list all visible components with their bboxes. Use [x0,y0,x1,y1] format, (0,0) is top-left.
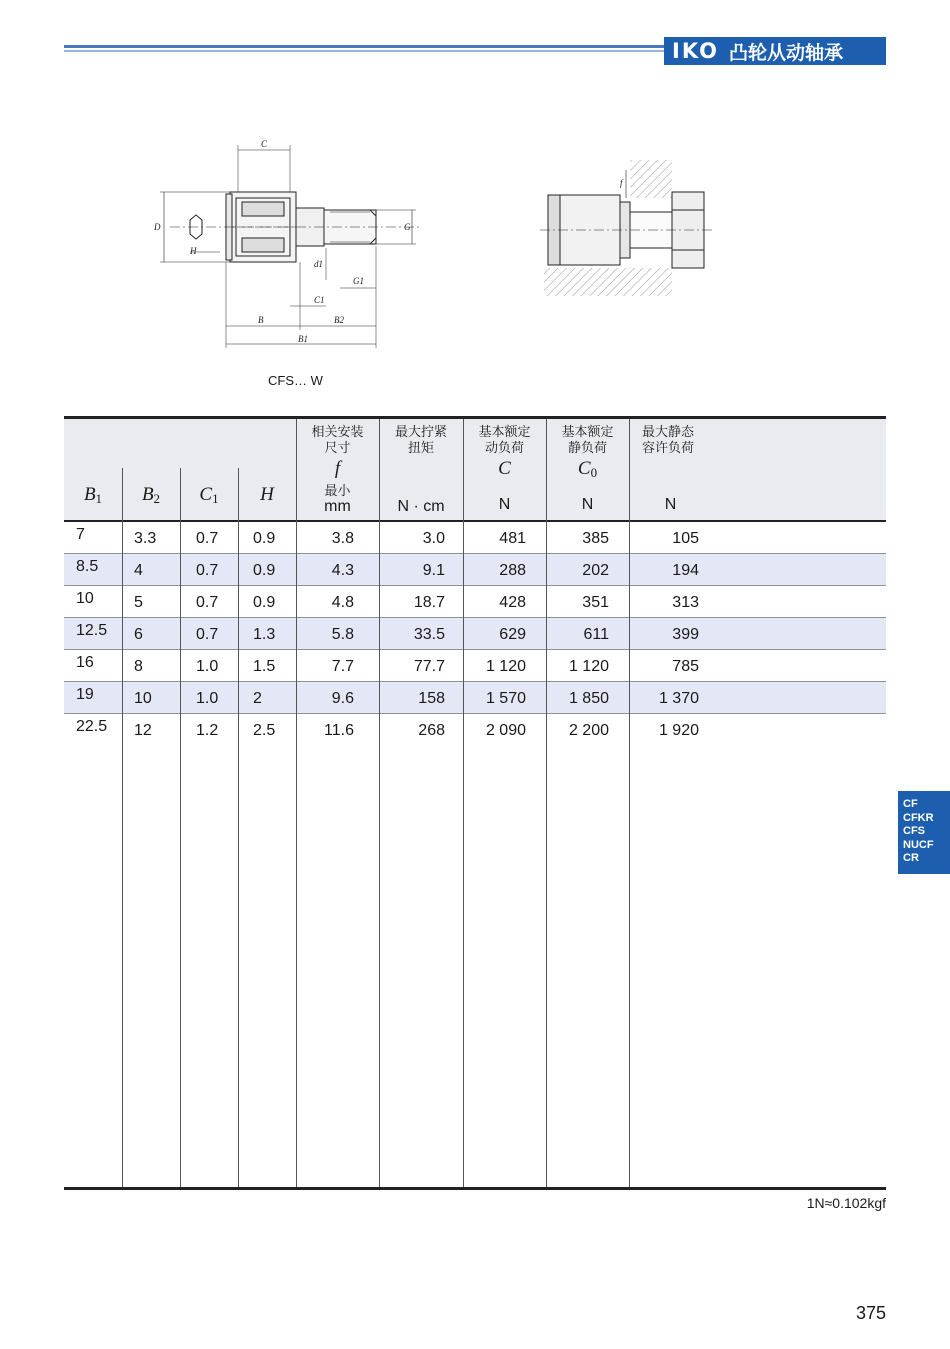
header-b1: $B_1$ [83,484,103,506]
table-cell-c1: 0.7 [196,594,219,611]
table-cell-b2: 10 [134,690,152,707]
table-cell-f: 4.3 [331,562,354,579]
side-tab-item: CR [903,852,919,864]
table-column-divider [296,419,297,1187]
header-f-note: 最小 [324,483,351,498]
header-torque-line1: 最大拧紧 [394,424,447,439]
table-cell-c1: 1.2 [196,722,219,739]
table-header-rule [64,520,886,522]
header-b2: $B_2$ [141,484,161,506]
table-cell-c0: 2 200 [568,722,609,739]
table-cell-c1: 1.0 [196,658,219,675]
figure-caption: CFS… W [268,373,323,388]
table-cell-static: 1 920 [658,722,699,739]
table-cell-torque: 158 [418,690,445,707]
table-cell-static: 399 [672,626,699,643]
header-f-symbol: f [334,458,341,479]
table-row-divider [64,649,886,650]
table-cell-c0: 385 [582,530,609,547]
page-number: 375 [855,1303,886,1323]
side-tab-item: CFS [903,825,925,837]
table-cell-c: 481 [499,530,526,547]
table-cell-static: 1 370 [658,690,699,707]
header-c-unit: N [498,496,511,513]
table-cell-c0: 351 [582,594,609,611]
table-column-divider [122,468,123,1187]
table-column-divider [463,419,464,1187]
table-cell-b1: 22.5 [76,718,108,735]
header-c-line2: 动负荷 [484,440,524,455]
table-cell-b1: 7 [76,526,85,543]
table-cell-c: 629 [499,626,526,643]
table-row-divider [64,713,886,714]
table-cell-b2: 3.3 [134,530,157,547]
table-cell-f: 3.8 [331,530,354,547]
dim-label-c1: C1 [314,295,325,305]
table-cell-torque: 77.7 [413,658,445,675]
table-cell-b1: 12.5 [76,622,108,639]
table-cell-static: 785 [672,658,699,675]
table-column-divider [379,419,380,1187]
dim-label-b: B [258,315,264,325]
table-cell-f: 7.7 [331,658,354,675]
dim-label-d1: d1 [314,259,323,269]
table-cell-c: 428 [499,594,526,611]
header-h: H [260,484,274,505]
table-cell-torque: 3.0 [422,530,445,547]
dim-label-g1: G1 [353,276,364,286]
header-static-line2: 容许负荷 [642,440,695,455]
brand-logo: IKO [672,39,719,63]
table-cell-c1: 0.7 [196,562,219,579]
table-cell-c0: 202 [582,562,609,579]
table-cell-f: 4.8 [331,594,354,611]
header-rule [64,45,664,48]
table-cell-torque: 268 [418,722,445,739]
table-cell-f: 9.6 [331,690,354,707]
table-cell-h: 0.9 [253,594,276,611]
dim-label-f: f [620,178,623,188]
header-c0-line1: 基本额定 [561,424,614,439]
page-title: 凸轮从动轴承 [729,41,844,64]
table-column-divider [180,468,181,1187]
table-bottom-rule [64,1187,886,1190]
dim-label-d: D [154,222,161,232]
table-cell-c: 288 [499,562,526,579]
table-cell-c: 1 570 [485,690,526,707]
table-cell-c0: 611 [583,626,609,643]
header-f-unit: mm [324,498,351,515]
table-cell-h: 1.5 [253,658,276,675]
side-tab-item: CFKR [903,811,934,824]
table-row-divider [64,585,886,586]
table-cell-h: 0.9 [253,530,276,547]
table-cell-c: 1 120 [485,658,526,675]
header-c-line1: 基本额定 [478,424,531,439]
table-cell-torque: 9.1 [422,562,445,579]
dim-label-g: G [404,222,411,232]
table-column-divider [629,419,630,1187]
unit-footnote: 1N≈0.102kgf [806,1195,886,1211]
table-cell-b2: 4 [134,562,143,579]
table-cell-c1: 0.7 [196,626,219,643]
table-cell-torque: 18.7 [413,594,445,611]
table-cell-static: 105 [672,530,699,547]
table-cell-b2: 12 [134,722,152,739]
header-static-unit: N [664,496,677,513]
table-cell-b1: 8.5 [76,558,99,575]
table-cell-c1: 0.7 [196,530,219,547]
header-banner [664,37,886,65]
header-f-line2: 尺寸 [324,440,351,455]
dim-label-b2: B2 [334,315,344,325]
table-cell-h: 0.9 [253,562,276,579]
table-cell-f: 5.8 [331,626,354,643]
side-tab-item: CF [903,798,918,810]
table-cell-h: 1.3 [253,626,276,643]
table-cell-static: 194 [672,562,699,579]
table-cell-c0: 1 120 [568,658,609,675]
header-f-line1: 相关安装 [311,424,364,439]
table-cell-h: 2 [253,690,262,707]
header-c0-unit: N [581,496,594,513]
table-cell-b1: 16 [76,654,94,671]
header-torque-unit: N · cm [397,498,445,515]
table-column-divider [238,468,239,1187]
dim-label-b1: B1 [298,334,308,344]
mounting-drawing [540,150,720,300]
side-tab-item: NUCF [903,838,934,851]
table-cell-c0: 1 850 [568,690,609,707]
bearing-dimension-drawing [150,130,430,355]
table-cell-static: 313 [672,594,699,611]
table-cell-torque: 33.5 [413,626,445,643]
specification-table [64,416,886,1190]
table-cell-b2: 6 [134,626,143,643]
table-cell-h: 2.5 [253,722,276,739]
dim-label-h: H [190,246,197,256]
header-static-line1: 最大静态 [642,424,695,439]
header-c1: $C_1$ [199,484,219,506]
header-c-symbol: C [498,458,511,479]
table-cell-b1: 19 [76,686,94,703]
table-cell-b1: 10 [76,590,94,607]
table-cell-b2: 8 [134,658,143,675]
dim-label-c: C [261,139,268,149]
header-c0-symbol: $C_0$ [577,458,598,480]
table-cell-c: 2 090 [485,722,526,739]
table-cell-c1: 1.0 [196,690,219,707]
table-cell-b2: 5 [134,594,143,611]
section-side-tab[interactable] [898,791,950,874]
header-rule-thin [64,50,664,52]
header-torque-line2: 扭矩 [407,440,434,455]
header-c0-line2: 静负荷 [567,440,607,455]
table-column-divider [546,419,547,1187]
table-cell-f: 11.6 [324,722,354,739]
